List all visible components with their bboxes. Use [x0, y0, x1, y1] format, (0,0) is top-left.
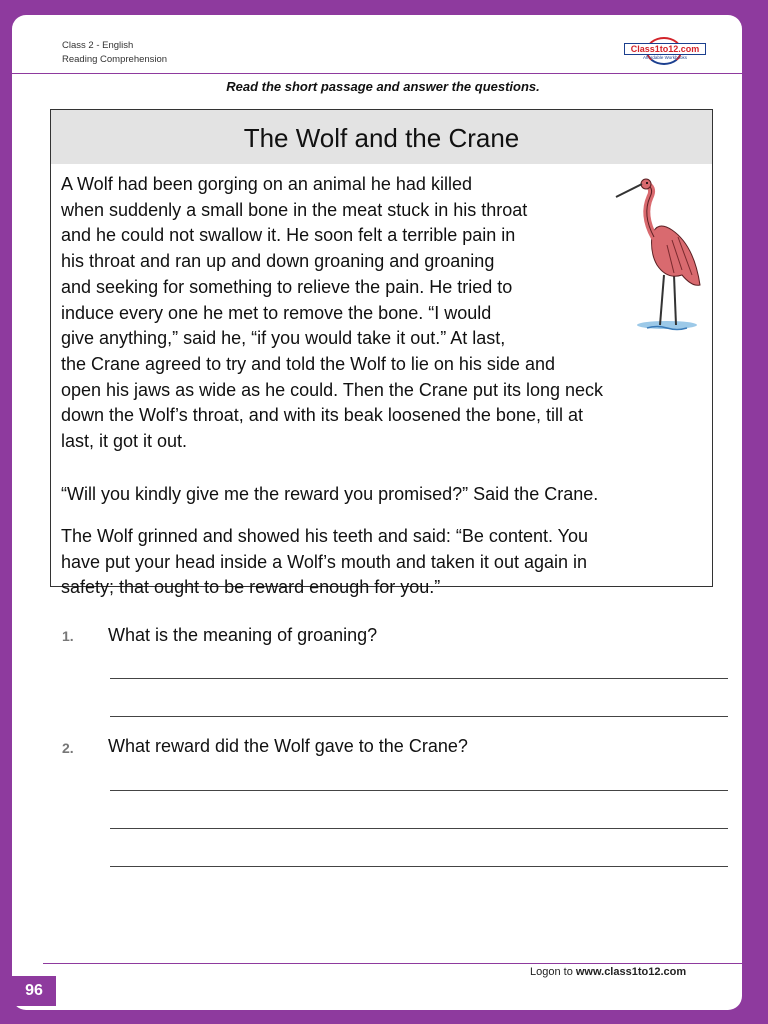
passage-title: The Wolf and the Crane — [51, 110, 712, 164]
passage-line: “Will you kindly give me the reward you promised?” Said the Crane. — [61, 484, 599, 504]
passage-line: open his jaws as wide as he could. Then the Crane put its long neck — [61, 379, 603, 400]
question-1-number: 1. — [62, 628, 74, 644]
instructions: Read the short passage and answer the questions. — [226, 79, 540, 94]
answer-line-q2-1[interactable] — [110, 790, 728, 791]
question-2-text: What reward did the Wolf gave to the Crane? — [108, 736, 468, 756]
footer-logon — [530, 966, 686, 978]
answer-line-q1-2[interactable] — [110, 716, 728, 717]
logon-prefix: Logon to — [530, 966, 576, 978]
footer-divider — [43, 963, 768, 964]
question-2-number: 2. — [62, 740, 74, 756]
answer-line-q1-1[interactable] — [110, 678, 728, 679]
page-number: 96 — [12, 976, 56, 1006]
question-1-text: What is the meaning of groaning? — [108, 625, 378, 645]
passage-line: and seeking for something to relieve the pain. He tried to — [61, 276, 513, 297]
passage-line: The Wolf grinned and showed his teeth and said: “Be content. You — [61, 526, 589, 546]
crane-illustration — [612, 175, 702, 335]
subject-label: Reading Comprehension — [62, 54, 168, 65]
passage-paragraph-3 — [61, 524, 701, 601]
logo-text: Class1to12.com — [624, 43, 706, 55]
passage-line: A Wolf had been gorging on an animal he had killed — [61, 174, 472, 194]
passage-line: last, it got it out. — [61, 431, 188, 452]
passage-line: and he could not swallow it. He soon felt a terrible pain in — [61, 225, 516, 246]
passage-paragraph-1 — [61, 172, 661, 455]
passage-line: give anything,” said he, “if you would take it out.” At last, — [61, 328, 506, 349]
passage-paragraph-2 — [61, 482, 701, 508]
logon-url-link[interactable]: www.class1to12.com — [575, 966, 687, 978]
answer-line-q2-3[interactable] — [110, 866, 728, 867]
header-divider — [12, 73, 742, 74]
answer-line-q2-2[interactable] — [110, 828, 728, 829]
passage-line: when suddenly a small bone in the meat stuck in his throat — [61, 199, 528, 220]
passage-line: have put your head inside a Wolf’s mouth and taken it out again in — [61, 551, 588, 572]
passage-line: the Crane agreed to try and told the Wolf to lie on his side and — [61, 353, 555, 374]
class1to12-logo — [624, 39, 706, 63]
passage-line: safety; that ought to be reward enough for you.” — [61, 577, 441, 598]
logo-tagline: Affordable Workbooks — [642, 55, 688, 60]
passage-line: his throat and ran up and down groaning and groaning — [61, 251, 495, 272]
passage-line: induce every one he met to remove the bone. “I would — [61, 302, 492, 323]
passage-line: down the Wolf’s throat, and with its beak loosened the bone, till at — [61, 405, 583, 426]
class-label: Class 2 - English — [62, 40, 134, 51]
